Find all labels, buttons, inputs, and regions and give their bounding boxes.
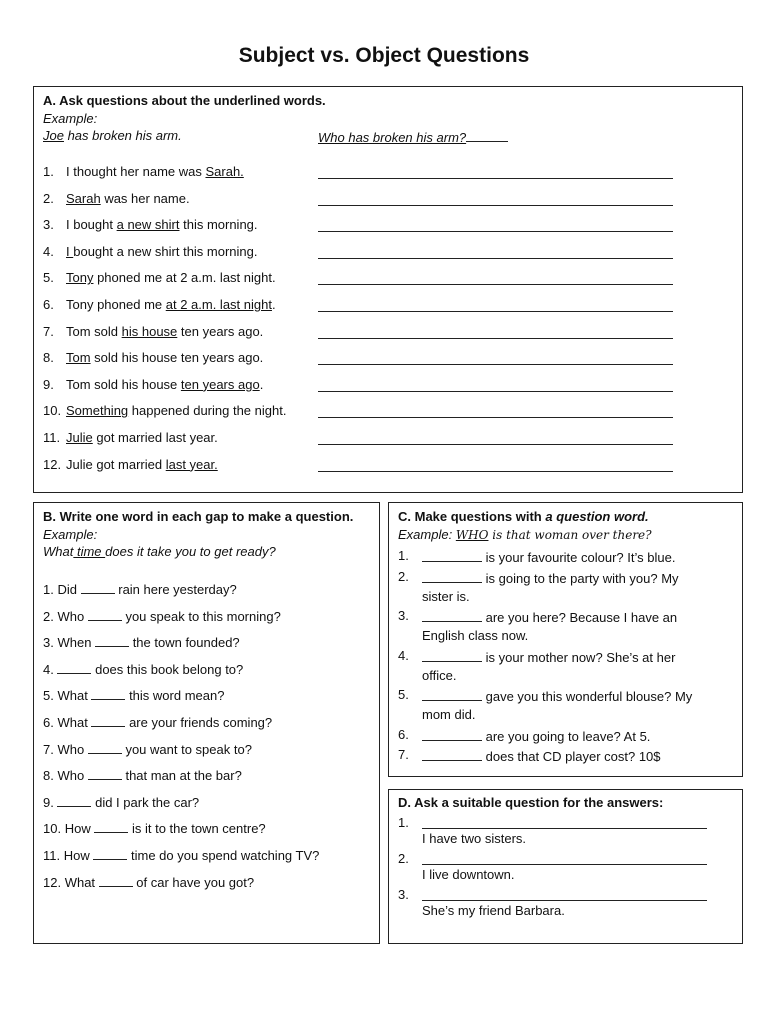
item-number: 9. (43, 376, 54, 392)
gap-blank[interactable] (81, 580, 115, 594)
example-question-word: WHO (455, 528, 489, 542)
answer-line[interactable] (318, 417, 673, 418)
answer-line[interactable] (318, 444, 673, 445)
underlined-word: Sarah. (205, 164, 244, 179)
item-number: 3. (398, 608, 409, 623)
gap-blank[interactable] (95, 633, 129, 647)
section-d-heading: D. Ask a suitable question for the answers: (398, 795, 664, 810)
exercise-row (43, 873, 254, 891)
sentence-text: gave you this wonderful blouse? My (485, 689, 693, 704)
section-a-example-answer (318, 128, 508, 146)
exercise-row-continued (422, 707, 475, 723)
underlined-word: ten years ago (180, 376, 260, 392)
sentence-rest: you speak to this morning? (125, 608, 281, 624)
gap-blank[interactable] (57, 660, 91, 674)
exercise-row (43, 766, 242, 784)
exercise-row (422, 687, 692, 705)
sentence-rest: did I park the car? (95, 794, 200, 810)
question-word-blank[interactable] (422, 648, 482, 662)
answer-line[interactable] (318, 258, 673, 259)
sentence-text: is your favourite colour? It’s blue. (485, 550, 676, 565)
sentence-text: office. (422, 667, 457, 683)
exercise-row (43, 793, 199, 811)
underlined-word: Tom (66, 350, 91, 366)
gap-answer: time (73, 544, 106, 559)
sentence-rest: sold his house ten years ago. (90, 350, 264, 366)
sentence-start: Tony phoned me (66, 297, 166, 312)
item-number: 6. (398, 726, 409, 742)
item-number: 10. (43, 403, 62, 419)
item-number: 1. (398, 815, 409, 830)
sentence-start: When (57, 635, 92, 651)
item-number: 4. (398, 647, 409, 663)
item-number: 1. (43, 582, 54, 597)
underlined-word: Julie (66, 430, 93, 445)
item-number: 11. (43, 430, 61, 445)
exercise-row (422, 569, 679, 587)
item-number: 4. (43, 243, 54, 259)
item-number: 3. (43, 217, 54, 233)
item-number: 7. (43, 741, 54, 757)
exercise-row (43, 580, 237, 598)
exercise-row (43, 297, 276, 313)
exercise-row-continued (422, 668, 456, 684)
underlined-word: Sarah (66, 190, 101, 206)
section-b-example-label: Example: (43, 527, 98, 542)
item-number: 2. (43, 190, 54, 206)
sentence-rest: does it take you to get ready? (105, 544, 276, 559)
example-answer-text: Who has broken his arm? (318, 130, 467, 145)
sentence-rest: happened during the night. (128, 403, 287, 419)
sentence-text: is going to the party with you? My (485, 570, 679, 586)
sentence-rest: this morning. (179, 217, 258, 233)
sentence-rest: got married last year. (92, 430, 218, 445)
item-number: 3. (398, 887, 409, 902)
gap-blank[interactable] (93, 846, 127, 860)
underlined-word: Joe (43, 128, 64, 143)
exercise-row (43, 191, 190, 207)
sentence-rest: this word mean? (129, 688, 225, 704)
item-number: 12. (43, 456, 62, 472)
item-number: 2. (398, 568, 409, 584)
gap-blank[interactable] (99, 873, 133, 887)
gap-blank[interactable] (88, 766, 122, 780)
sentence-rest: the town founded? (132, 635, 240, 651)
exercise-row (43, 457, 218, 473)
gap-blank[interactable] (88, 607, 122, 621)
exercise-row (43, 740, 252, 758)
sentence-start: What (43, 544, 74, 559)
item-number: 9. (43, 794, 54, 810)
exercise-row-continued (422, 628, 528, 644)
sentence-rest: ten years ago. (177, 323, 264, 339)
sentence-rest: rain here yesterday? (118, 582, 237, 597)
sentence-start: I bought (66, 217, 117, 233)
answer-line[interactable] (318, 284, 673, 285)
sentence-text: are you going to leave? At 5. (485, 728, 651, 744)
example-answer-line (466, 128, 508, 142)
sentence-start: Tom sold (66, 323, 122, 339)
page-title: Subject vs. Object Questions (238, 44, 530, 67)
sentence-rest: are your friends coming? (129, 715, 273, 730)
given-answer: I live downtown. (422, 867, 515, 882)
given-answer: She’s my friend Barbara. (422, 903, 565, 918)
underlined-word: Tony (66, 270, 94, 286)
gap-blank[interactable] (91, 713, 125, 727)
section-a-example-label: Example: (43, 111, 98, 126)
question-word-blank[interactable] (422, 747, 482, 761)
example-label: Example: (398, 527, 453, 542)
gap-blank[interactable] (88, 740, 122, 754)
sentence-start: Who (57, 768, 85, 784)
sentence-rest: . (271, 297, 276, 312)
gap-blank[interactable] (91, 686, 125, 700)
sentence-rest: you want to speak to? (125, 741, 252, 757)
question-word-blank[interactable] (422, 608, 482, 622)
sentence-start: Tom sold his house (66, 376, 181, 392)
item-number: 2. (398, 851, 409, 866)
given-answer: I have two sisters. (422, 831, 527, 846)
sentence-rest: was her name. (100, 190, 190, 206)
underlined-word: at 2 a.m. last night (165, 297, 272, 312)
question-word-blank[interactable] (422, 687, 482, 701)
item-number: 5. (43, 270, 54, 286)
exercise-row (422, 548, 675, 566)
heading-emphasis: a question word. (545, 509, 649, 524)
question-word-blank[interactable] (422, 569, 482, 583)
section-a-heading: A. Ask questions about the underlined words. (43, 93, 326, 108)
exercise-row (43, 403, 286, 419)
gap-blank[interactable] (57, 793, 91, 807)
sentence-text: mom did. (422, 707, 476, 722)
answer-line[interactable] (318, 471, 673, 472)
sentence-text: English class now. (422, 628, 529, 643)
item-number: 10. (43, 821, 62, 837)
question-answer-line[interactable] (422, 900, 707, 901)
exercise-row (422, 747, 661, 765)
question-word-blank[interactable] (422, 548, 482, 562)
item-number: 6. (43, 715, 54, 730)
example-rest: is that woman over there? (488, 528, 652, 542)
exercise-row (43, 350, 263, 366)
sentence-text: is your mother now? She’s at her (485, 649, 676, 665)
item-number: 5. (398, 687, 409, 702)
sentence-start: Julie got married (66, 456, 166, 472)
item-number: 1. (398, 548, 409, 563)
item-number: 8. (43, 768, 54, 784)
sentence-text: are you here? Because I have an (485, 610, 678, 625)
item-number: 12. (43, 874, 62, 890)
exercise-row (43, 377, 263, 393)
underlined-word: his house (121, 323, 178, 339)
exercise-row (43, 217, 258, 233)
exercise-row (43, 633, 240, 651)
sentence-rest: is it to the town centre? (131, 821, 266, 837)
underlined-word: Something (66, 403, 129, 419)
sentence-rest: bought a new shirt this morning. (73, 243, 258, 259)
exercise-row (43, 607, 281, 625)
heading-text: C. Make questions with (398, 509, 546, 524)
answer-line[interactable] (318, 364, 673, 365)
sentence-start: How (64, 821, 91, 837)
item-number: 5. (43, 688, 54, 704)
sentence-rest: time do you spend watching TV? (131, 848, 320, 863)
answer-line[interactable] (318, 231, 673, 232)
exercise-row (422, 727, 650, 745)
exercise-row (43, 270, 276, 286)
underlined-word: a new shirt (116, 217, 180, 233)
underlined-word: last year. (165, 456, 218, 472)
exercise-row (43, 660, 243, 678)
exercise-row (43, 686, 224, 704)
sentence-text: sister is. (422, 588, 470, 604)
answer-line[interactable] (318, 338, 673, 339)
sentence-rest: does this book belong to? (95, 661, 244, 677)
exercise-row (43, 713, 272, 731)
item-number: 7. (43, 323, 54, 339)
exercise-row (43, 430, 218, 446)
section-b-example-sentence (43, 544, 276, 560)
sentence-start: I thought her name was (66, 164, 206, 179)
item-number: 7. (398, 747, 409, 762)
question-answer-line[interactable] (422, 828, 707, 829)
exercise-row (43, 244, 258, 260)
answer-line[interactable] (318, 205, 673, 206)
sentence-start: Who (57, 608, 85, 624)
underlined-word: I (66, 243, 74, 259)
exercise-row (43, 819, 266, 837)
sentence-start: Did (57, 582, 77, 597)
item-number: 11. (43, 848, 61, 863)
exercise-row (422, 608, 677, 626)
sentence-start: Who (57, 741, 85, 757)
question-word-blank[interactable] (422, 727, 482, 741)
item-number: 4. (43, 661, 54, 677)
sentence-start: What (64, 874, 96, 890)
sentence-start: What (57, 688, 88, 704)
item-number: 3. (43, 635, 54, 651)
section-a-example-sentence (43, 128, 182, 144)
exercise-row-continued (422, 589, 470, 605)
sentence-start: What (57, 715, 88, 730)
sentence-rest: phoned me at 2 a.m. last night. (93, 270, 276, 286)
item-number: 2. (43, 608, 54, 624)
item-number: 6. (43, 297, 54, 312)
answer-line[interactable] (318, 391, 673, 392)
answer-line[interactable] (318, 311, 673, 312)
exercise-row (43, 846, 319, 864)
sentence-text: does that CD player cost? 10$ (485, 749, 661, 764)
item-number: 8. (43, 350, 54, 366)
sentence-rest: of car have you got? (136, 874, 255, 890)
section-b-heading: B. Write one word in each gap to make a question. (43, 509, 354, 524)
sentence-rest: has broken his arm. (63, 128, 182, 143)
exercise-row (43, 164, 244, 180)
section-c-example (398, 527, 652, 543)
sentence-rest: that man at the bar? (125, 768, 242, 784)
section-c-heading (398, 509, 649, 525)
answer-line[interactable] (318, 178, 673, 179)
exercise-row (43, 324, 263, 340)
item-number: 1. (43, 164, 54, 179)
sentence-rest: . (259, 376, 264, 392)
question-answer-line[interactable] (422, 864, 707, 865)
sentence-start: How (63, 848, 90, 863)
gap-blank[interactable] (94, 819, 128, 833)
exercise-row (422, 648, 675, 666)
